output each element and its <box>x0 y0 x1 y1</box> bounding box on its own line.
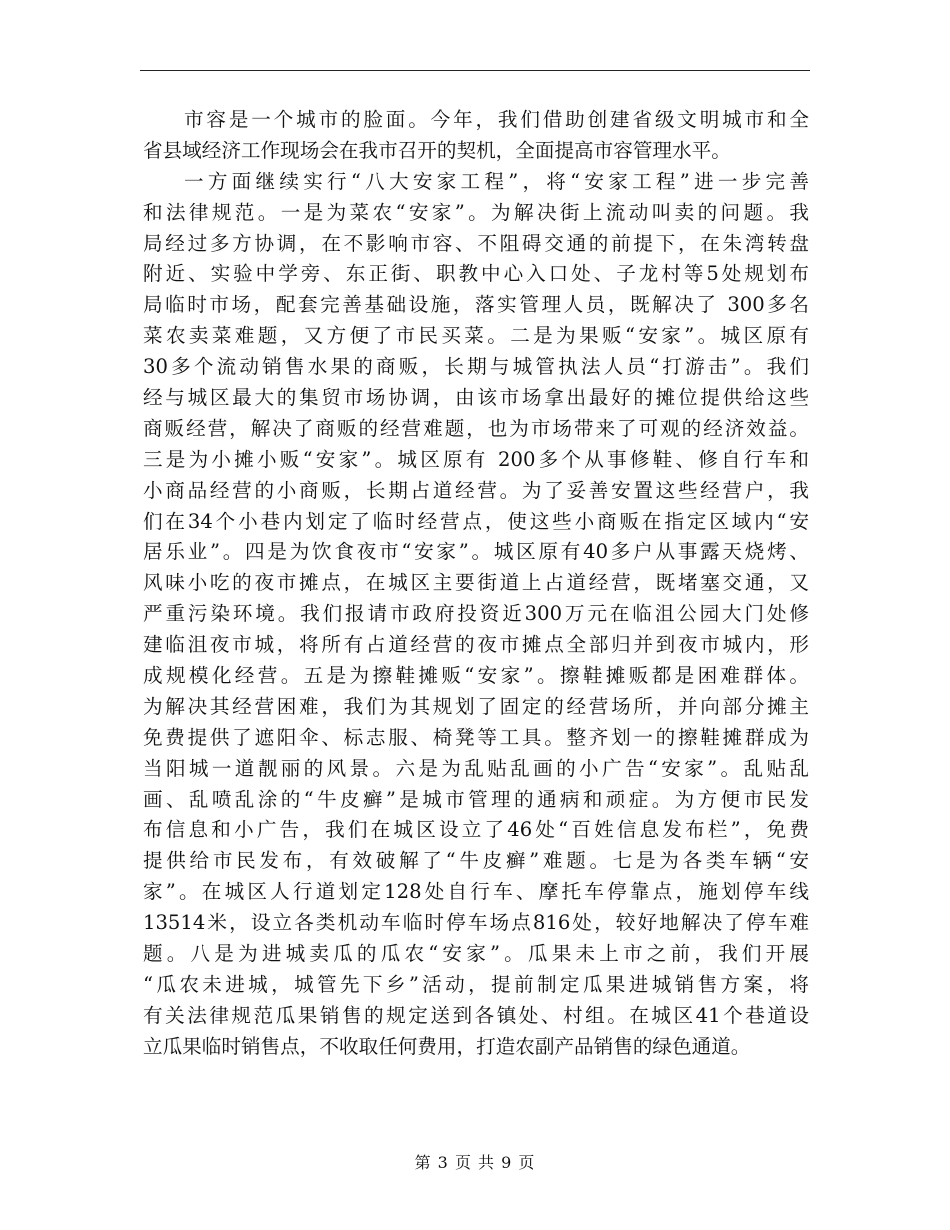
text-line: 立瓜果临时销售点，不收取任何费用，打造农副产品销售的绿色通道。 <box>143 1034 751 1058</box>
text-line: 成规模化经营。五是为擦鞋摊贩“安家”。擦鞋摊贩都是困难群体。 <box>143 664 809 688</box>
text-line: 画、乱喷乱涂的“牛皮癣”是城市管理的通病和顽症。为方便市民发 <box>143 787 809 811</box>
text-line: 题。八是为进城卖瓜的瓜农“安家”。瓜果未上市之前，我们开展 <box>143 942 809 966</box>
text-line: 局临时市场，配套完善基础设施，落实管理人员，既解决了 300多名 <box>143 293 809 317</box>
body-text <box>143 105 809 1063</box>
text-line: 附近、实验中学旁、东正街、职教中心入口处、子龙村等5处规划布 <box>143 262 809 286</box>
text-line: 商贩经营，解决了商贩的经营难题，也为市场带来了可观的经济效益。 <box>143 416 809 440</box>
text-line: 小商品经营的小商贩，长期占道经营。为了妥善安置这些经营户，我 <box>143 478 809 502</box>
text-line: 30多个流动销售水果的商贩，长期与城管执法人员“打游击”。我们 <box>143 355 809 379</box>
text-line: 局经过多方协调，在不影响市容、不阻碍交通的前提下，在朱湾转盘 <box>143 231 809 255</box>
page-number-footer: 第 3 页 共 9 页 <box>414 1153 536 1172</box>
text-line: 提供给市民发布，有效破解了“牛皮癣”难题。七是为各类车辆“安 <box>143 849 809 873</box>
text-line: “瓜农未进城，城管先下乡”活动，提前制定瓜果进城销售方案，将 <box>143 972 809 996</box>
text-line: 布信息和小广告，我们在城区设立了46处“百姓信息发布栏”，免费 <box>143 818 809 842</box>
text-line: 和法律规范。一是为菜农“安家”。为解决街上流动叫卖的问题。我 <box>143 200 809 224</box>
text-line: 三是为小摊小贩“安家”。城区原有 200多个从事修鞋、修自行车和 <box>143 447 809 471</box>
text-line: 13514米，设立各类机动车临时停车场点816处，较好地解决了停车难 <box>143 911 809 935</box>
text-line: 家”。在城区人行道划定128处自行车、摩托车停靠点，施划停车线 <box>143 880 809 904</box>
text-line: 为解决其经营困难，我们为其规划了固定的经营场所，并向部分摊主 <box>143 694 809 718</box>
text-line: 一方面继续实行“八大安家工程”，将“安家工程”进一步完善 <box>184 169 809 193</box>
text-line: 建临沮夜市城，将所有占道经营的夜市摊点全部归并到夜市城内，形 <box>143 633 809 657</box>
text-line: 市容是一个城市的脸面。今年，我们借助创建省级文明城市和全 <box>184 108 809 131</box>
text-line: 有关法律规范瓜果销售的规定送到各镇处、村组。在城区41个巷道设 <box>143 1003 809 1027</box>
text-line: 经与城区最大的集贸市场协调，由该市场拿出最好的摊位提供给这些 <box>143 386 809 410</box>
text-line: 严重污染环境。我们报请市政府投资近300万元在临沮公园大门处修 <box>143 602 809 626</box>
text-line: 免费提供了遮阳伞、标志服、椅凳等工具。整齐划一的擦鞋摊群成为 <box>143 725 809 749</box>
text-line: 菜农卖菜难题，又方便了市民买菜。二是为果贩“安家”。城区原有 <box>143 324 809 348</box>
text-line: 们在34个小巷内划定了临时经营点，使这些小商贩在指定区域内“安 <box>143 509 809 533</box>
text-line: 当阳城一道靓丽的风景。六是为乱贴乱画的小广告“安家”。乱贴乱 <box>143 756 809 780</box>
text-line: 居乐业”。四是为饮食夜市“安家”。城区原有40多户从事露天烧烤、 <box>143 540 809 564</box>
text-line: 省县域经济工作现场会在我市召开的契机，全面提高市容管理水平。 <box>143 138 731 162</box>
text-line: 风味小吃的夜市摊点，在城区主要街道上占道经营，既堵塞交通，又 <box>143 571 809 595</box>
header-rule <box>140 70 810 71</box>
